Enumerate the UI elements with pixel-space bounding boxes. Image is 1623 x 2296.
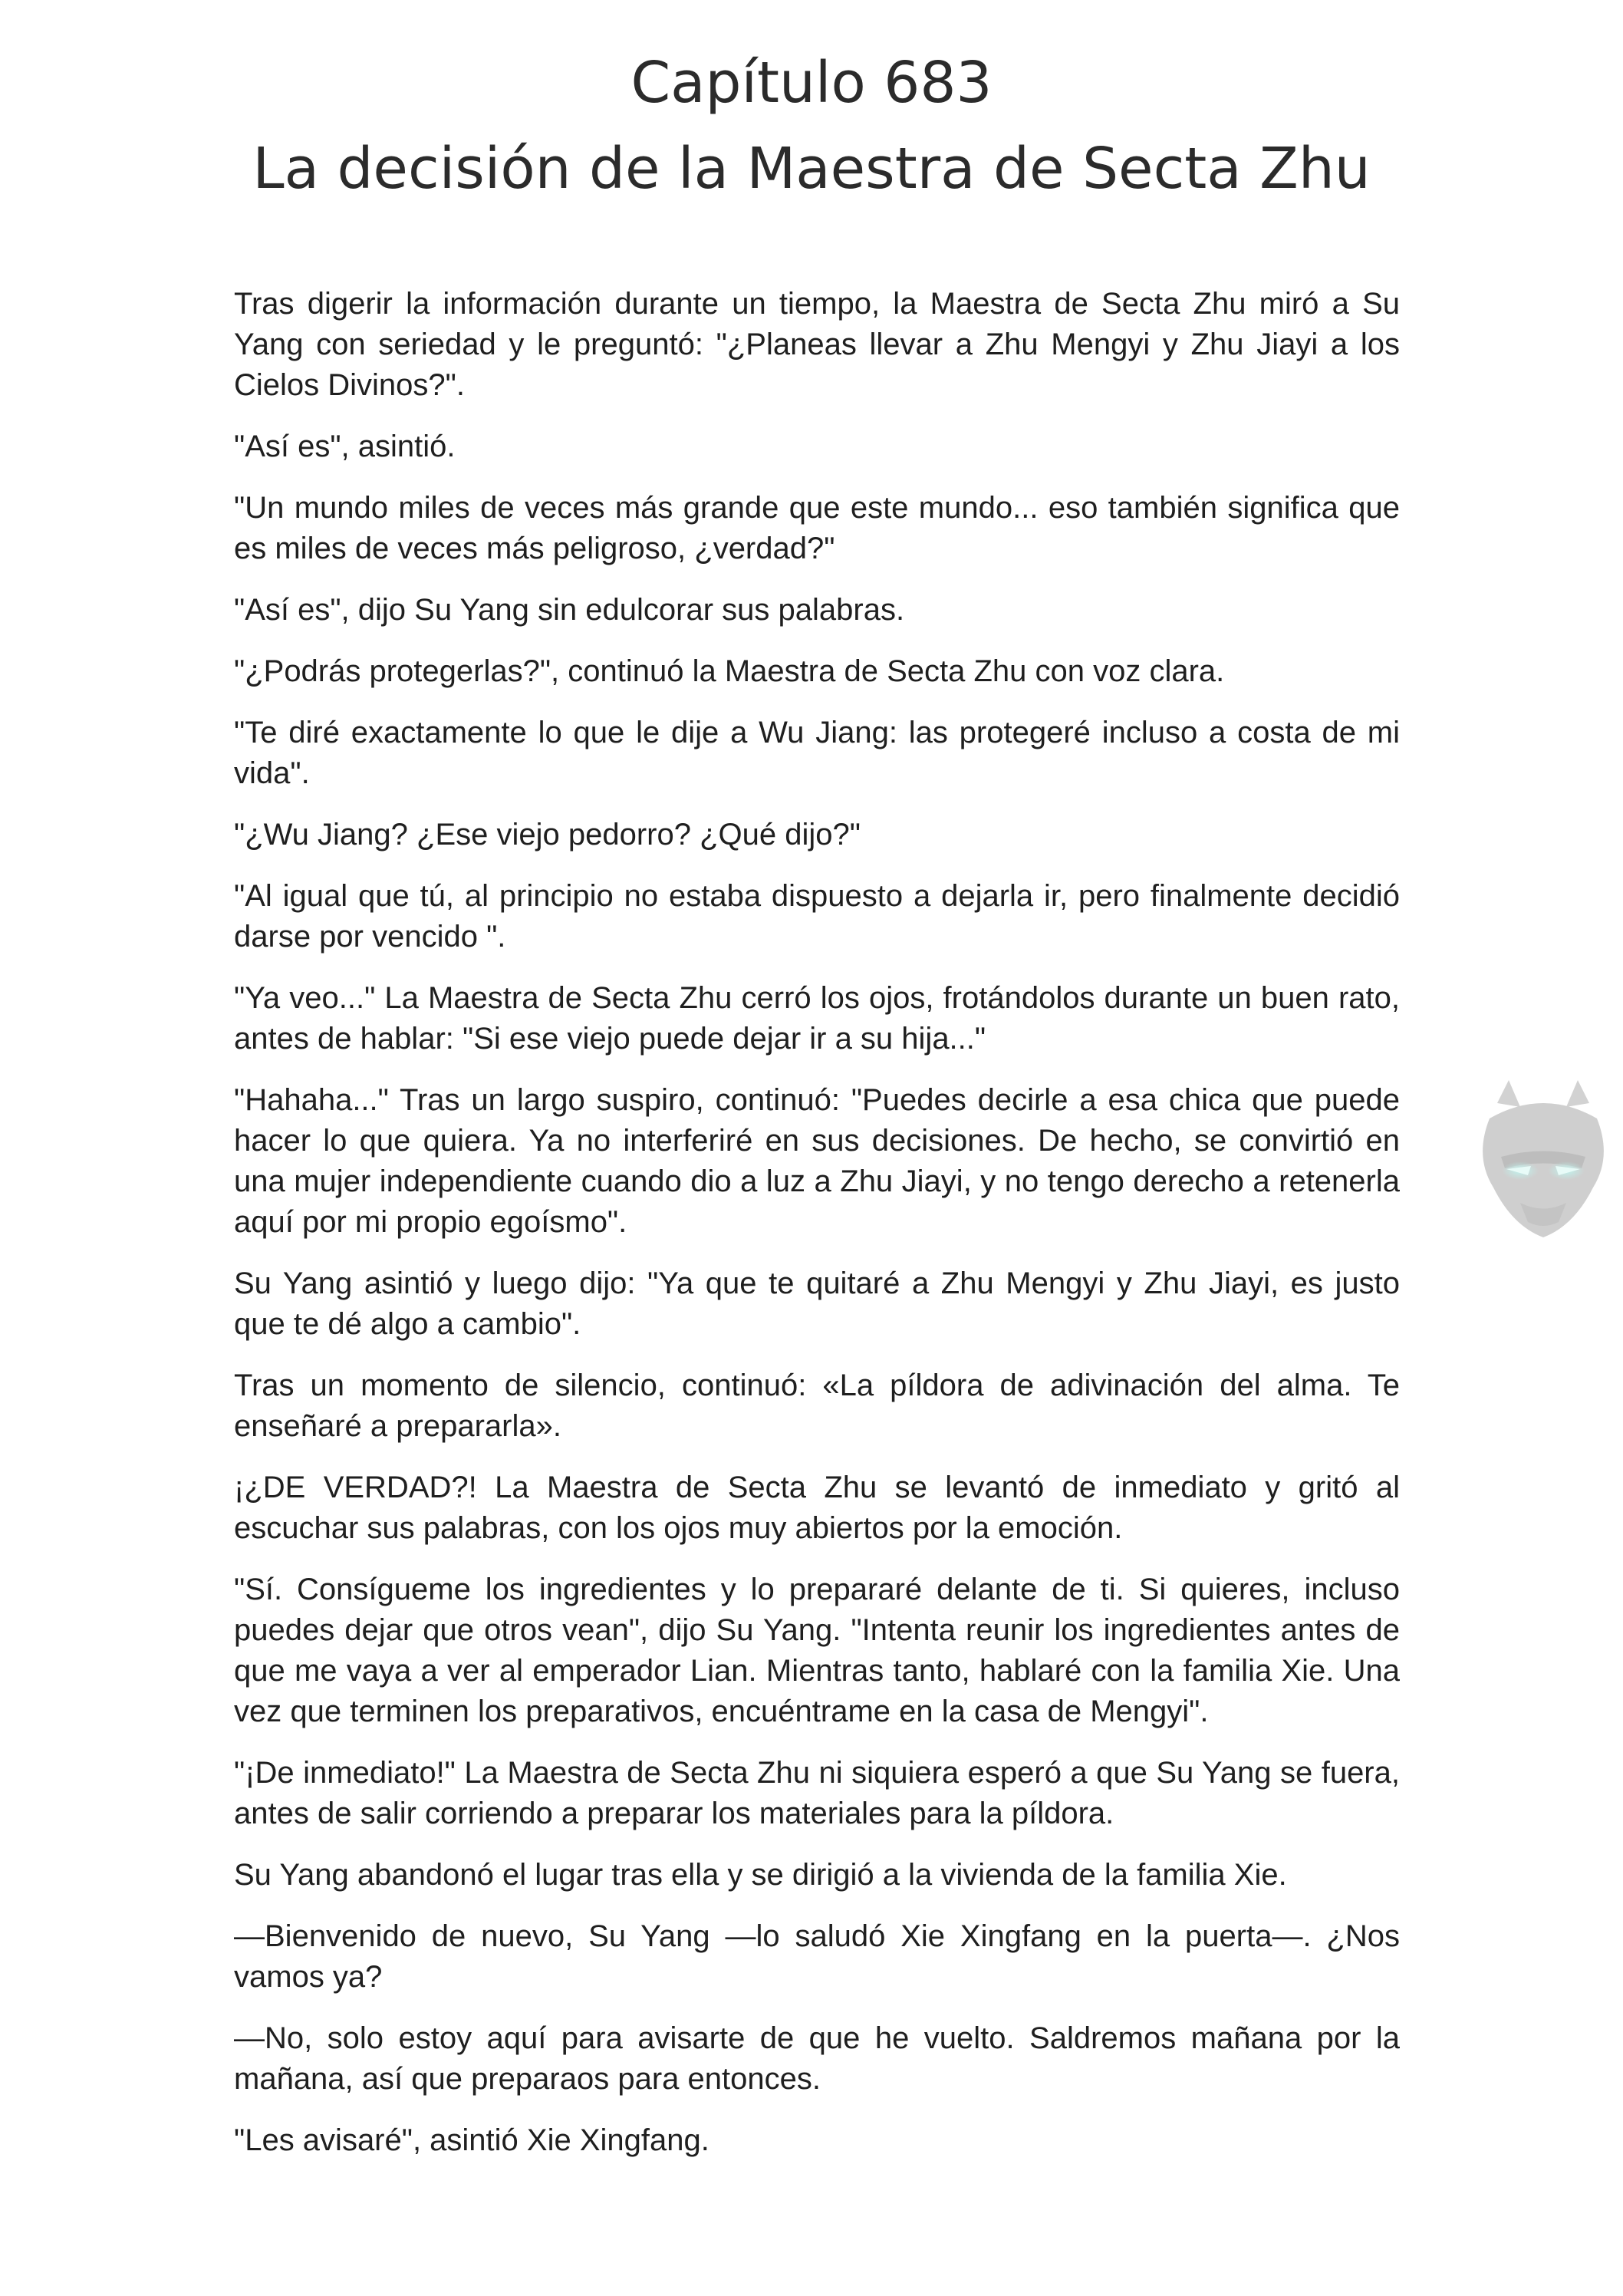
paragraph: "¿Wu Jiang? ¿Ese viejo pedorro? ¿Qué dijo?"	[234, 818, 861, 852]
paragraph: "Un mundo miles de veces más grande que este mundo... eso también significa que es miles de veces más peligroso, ¿verdad?"	[234, 491, 1400, 565]
paragraph: ¡¿DE VERDAD?! La Maestra de Secta Zhu se levantó de inmediato y gritó al escuchar sus palabras, con los ojos muy abiertos por la emoción.	[234, 1471, 1400, 1545]
paragraph: Tras digerir la información durante un tiempo, la Maestra de Secta Zhu miró a Su Yang con seriedad y le preguntó: "¿Planeas llevar a Zhu Mengyi y Zhu Jiayi a los Cielos Divinos?".	[234, 287, 1400, 402]
chapter-body	[234, 284, 1400, 2182]
paragraph: Su Yang asintió y luego dijo: "Ya que te quitaré a Zhu Mengyi y Zhu Jiayi, es justo que te dé algo a cambio".	[234, 1267, 1400, 1341]
paragraph: "¡De inmediato!" La Maestra de Secta Zhu ni siquiera esperó a que Su Yang se fuera, antes de salir corriendo a preparar los materiales para la píldora.	[234, 1756, 1400, 1830]
paragraph: Tras un momento de silencio, continuó: «La píldora de adivinación del alma. Te enseñaré a prepararla».	[234, 1369, 1400, 1443]
paragraph: "Sí. Consígueme los ingredientes y lo prepararé delante de ti. Si quieres, incluso puedes dejar que otros vean", dijo Su Yang. "Intenta reunir los ingredientes antes de que me vaya a ver al emperador Lian. Mientras tanto, hablaré con la familia Xie. Una vez que terminen los preparativos, encuéntrame en la casa de Mengyi".	[234, 1573, 1400, 1728]
paragraph: "Así es", dijo Su Yang sin edulcorar sus palabras.	[234, 593, 905, 627]
paragraph: "¿Podrás protegerlas?", continuó la Maestra de Secta Zhu con voz clara.	[234, 654, 1225, 688]
paragraph: Su Yang abandonó el lugar tras ella y se dirigió a la vivienda de la familia Xie.	[234, 1858, 1287, 1892]
chapter-title: La decisión de la Maestra de Secta Zhu	[252, 136, 1371, 202]
paragraph: "Al igual que tú, al principio no estaba dispuesto a dejarla ir, pero finalmente decidió darse por vencido ".	[234, 879, 1400, 954]
paragraph: "Hahaha..." Tras un largo suspiro, continuó: "Puedes decirle a esa chica que puede hacer lo que quiera. Ya no interferiré en sus decisiones. De hecho, se convirtió en una mujer independiente cuando dio a luz a Zhu Jiayi, y no tengo derecho a retenerla aquí por mi propio egoísmo".	[234, 1083, 1400, 1239]
demon-head-logo-icon	[1467, 1072, 1620, 1249]
paragraph: "Ya veo..." La Maestra de Secta Zhu cerró los ojos, frotándolos durante un buen rato, antes de hablar: "Si ese viejo puede dejar ir a su hija..."	[234, 981, 1400, 1056]
paragraph: "Les avisaré", asintió Xie Xingfang.	[234, 2123, 709, 2157]
paragraph: —Bienvenido de nuevo, Su Yang —lo saludó Xie Xingfang en la puerta—. ¿Nos vamos ya?	[234, 1919, 1400, 1994]
chapter-heading	[0, 40, 1623, 212]
paragraph: "Te diré exactamente lo que le dije a Wu Jiang: las protegeré incluso a costa de mi vida".	[234, 716, 1400, 790]
chapter-number: Capítulo 683	[630, 50, 993, 116]
paragraph: "Así es", asintió.	[234, 430, 456, 463]
paragraph: —No, solo estoy aquí para avisarte de que he vuelto. Saldremos mañana por la mañana, así que preparaos para entonces.	[234, 2021, 1400, 2096]
